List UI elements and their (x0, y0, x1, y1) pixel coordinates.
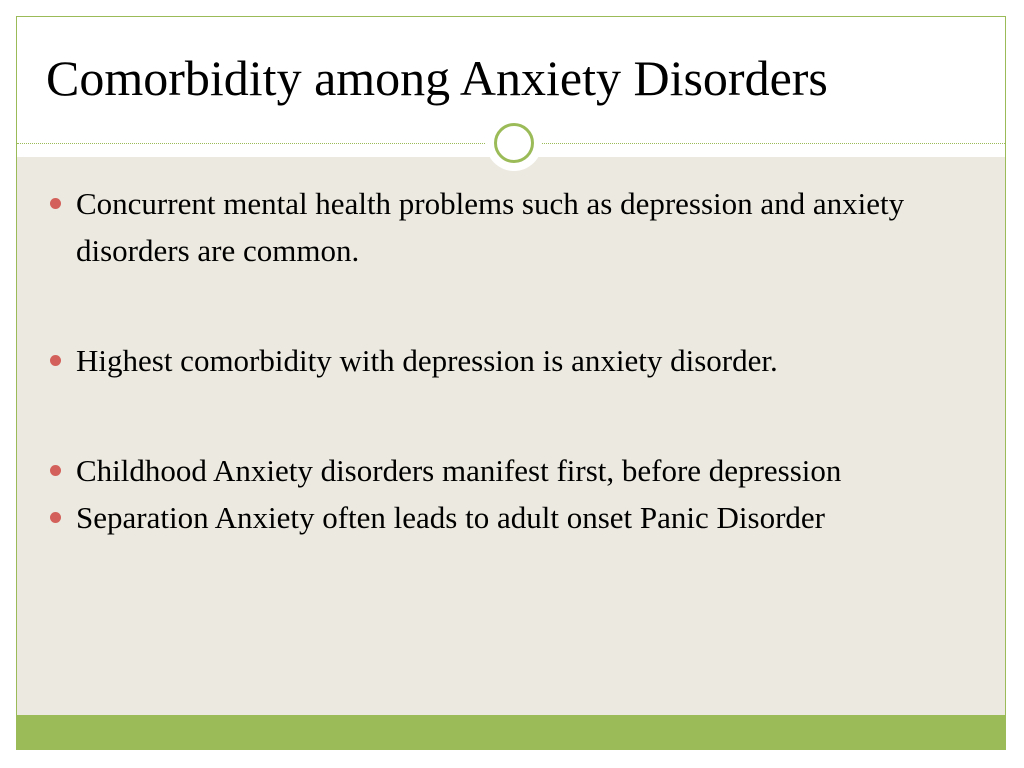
bullet-text: Concurrent mental health problems such as depression and anxiety disorders are common. (76, 186, 905, 268)
circle-ornament (486, 115, 542, 171)
bullet-item (47, 180, 987, 274)
bullet-dot-icon (50, 355, 61, 366)
bullet-item (47, 447, 987, 494)
bullet-item (47, 337, 987, 384)
slide-title: Comorbidity among Anxiety Disorders (46, 50, 828, 106)
bullet-dot-icon (50, 465, 61, 476)
bullet-text: Separation Anxiety often leads to adult onset Panic Disorder (76, 500, 825, 535)
bullet-text: Childhood Anxiety disorders manifest first, before depression (76, 453, 842, 488)
bottom-accent-band (17, 715, 1005, 750)
bullet-list (47, 180, 987, 541)
bullet-text: Highest comorbidity with depression is anxiety disorder. (76, 343, 778, 378)
bullet-dot-icon (50, 198, 61, 209)
slide (16, 16, 1006, 750)
bullet-dot-icon (50, 512, 61, 523)
bullet-item (47, 494, 987, 541)
circle-ornament-ring (494, 123, 534, 163)
